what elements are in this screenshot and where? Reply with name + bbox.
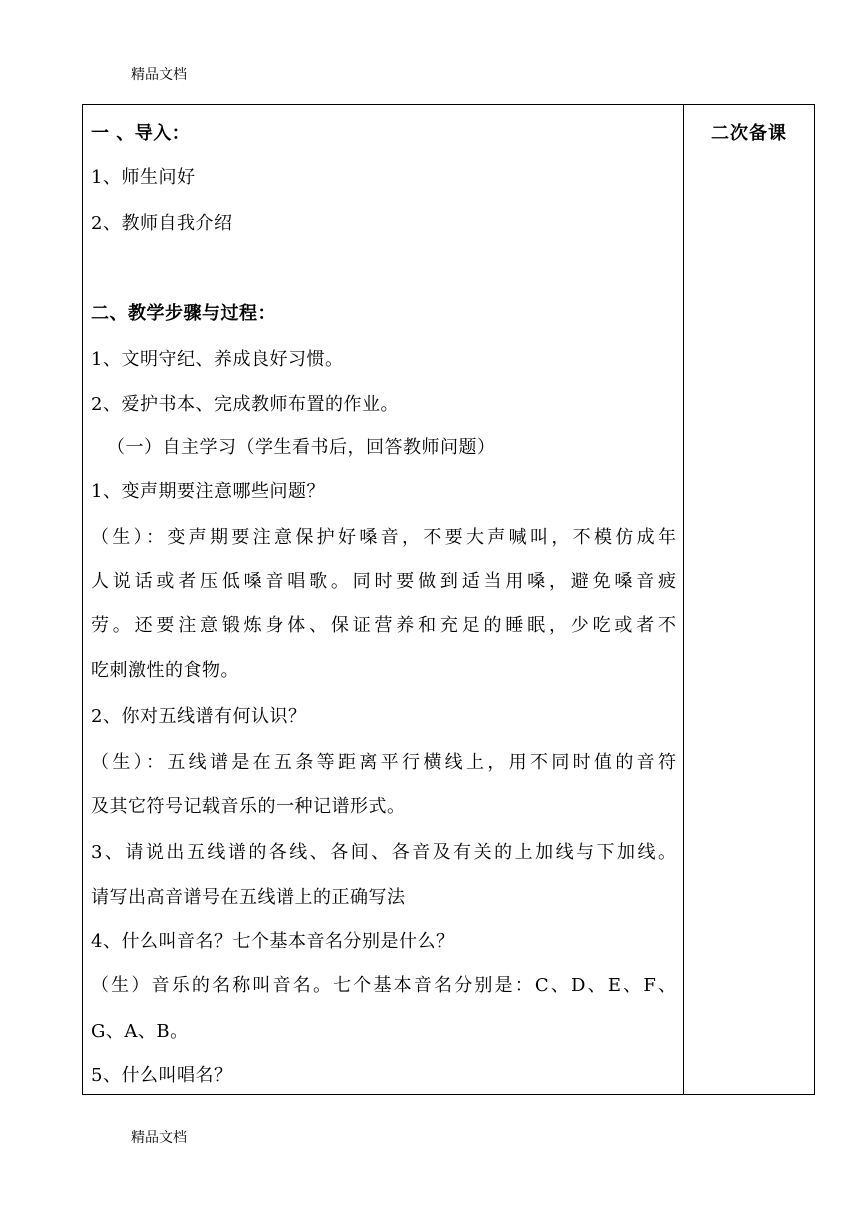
question-line: 3、请说出五线谱的各线、各间、各音及有关的上加线与下加线。: [91, 842, 676, 863]
section-heading-process: 二、教学步骤与过程：: [91, 303, 276, 324]
question-line: 5、什么叫唱名？: [91, 1065, 233, 1086]
answer-line: 人说话或者压低嗓音唱歌。同时要做到适当用嗓，避免嗓音疲: [91, 571, 676, 592]
question-line: 1、变声期要注意哪些问题？: [91, 481, 325, 502]
page-header: 精品文档: [131, 67, 187, 83]
question-line: 2、你对五线谱有何认识？: [91, 706, 307, 727]
question-line: 4、什么叫音名？七个基本音名分别是什么？: [91, 931, 455, 952]
content-line: 1、师生问好: [91, 167, 196, 188]
page-footer: 精品文档: [131, 1130, 187, 1146]
answer-line: （生）：五线谱是在五条等距离平行横线上，用不同时值的音符: [91, 752, 676, 773]
lesson-plan-table: [82, 104, 815, 1095]
answer-line: 吃刺激性的食物。: [91, 660, 239, 681]
subsection-heading: （一）自主学习（学生看书后，回答教师问题）: [107, 437, 496, 458]
secondary-prep-heading: 二次备课: [711, 123, 787, 144]
section-heading-intro: 一 、导入：: [91, 123, 191, 144]
answer-line: 及其它符号记载音乐的一种记谱形式。: [91, 796, 406, 817]
content-line: 1、文明守纪、养成良好习惯。: [91, 349, 344, 370]
answer-line: 劳。还要注意锻炼身体、保证营养和充足的睡眠，少吃或者不: [91, 615, 676, 636]
content-line: 2、教师自我介绍: [91, 213, 233, 234]
content-line: 2、爱护书本、完成教师布置的作业。: [91, 394, 399, 415]
answer-line: （生）：变声期要注意保护好嗓音，不要大声喊叫，不模仿成年: [91, 527, 676, 548]
column-divider: [683, 105, 684, 1094]
question-line: 请写出高音谱号在五线谱上的正确写法: [91, 887, 406, 908]
answer-line: （生）音乐的名称叫音名。七个基本音名分别是：C、D、E、F、: [91, 975, 676, 996]
answer-line: G、A、B。: [91, 1021, 189, 1042]
